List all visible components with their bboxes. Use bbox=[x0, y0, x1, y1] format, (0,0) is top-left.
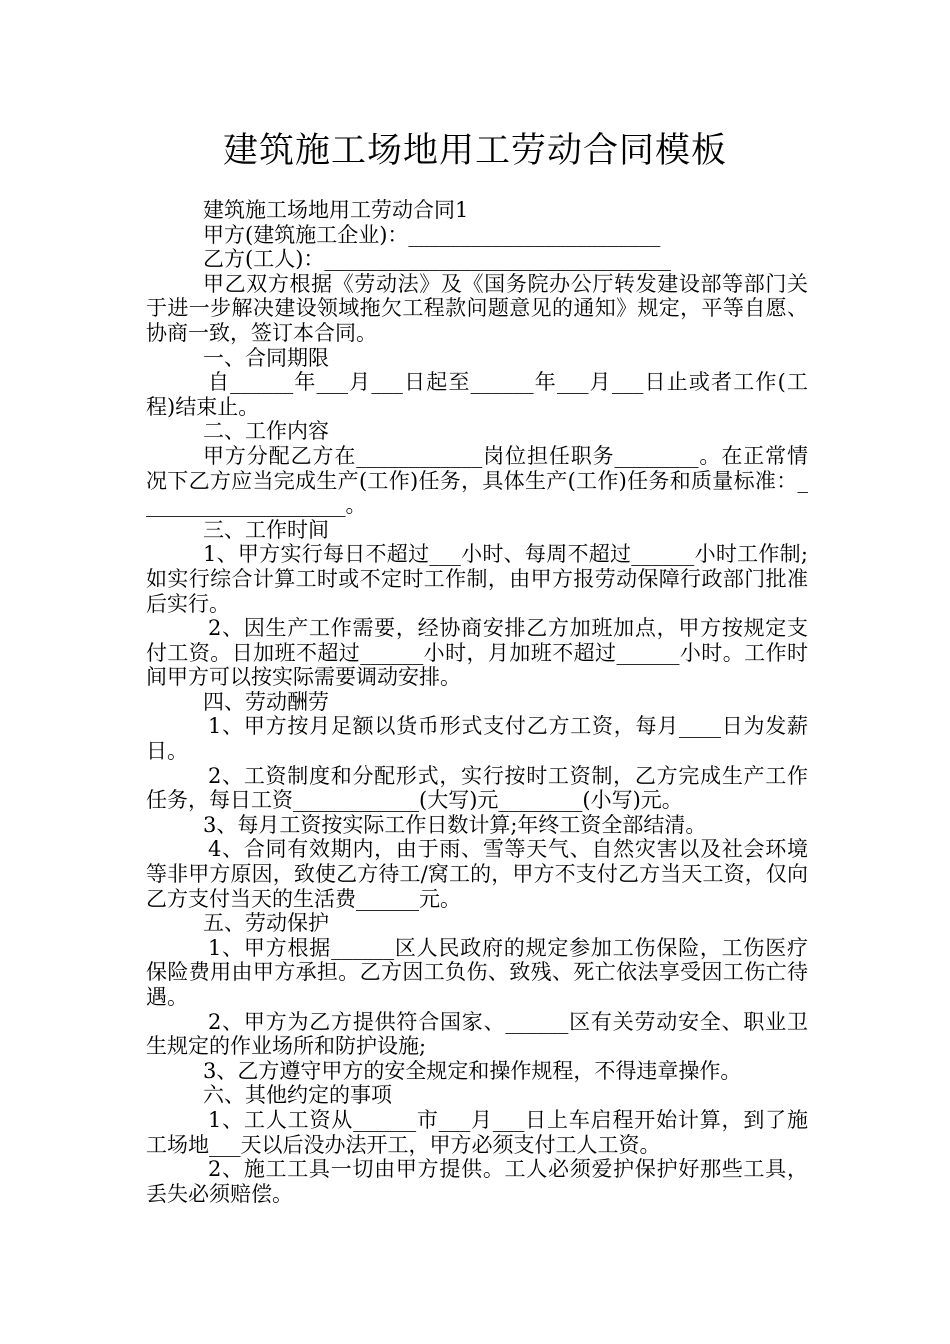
paragraph: 乙方(工人)：_________________________________ bbox=[203, 247, 671, 272]
paragraph: 1、工人工资从______市___月___日上车启程开始计算，到了施工场地___天以后没办法开工，甲方必须支付工人工资。 bbox=[146, 1107, 808, 1157]
paragraph: 3、每月工资按实际工作日数计算;年终工资全部结清。 bbox=[203, 812, 707, 837]
document-body bbox=[146, 198, 808, 1206]
document-title: 建筑施工场地用工劳动合同模板 bbox=[222, 131, 727, 171]
paragraph: 1、甲方实行每日不超过___小时、每周不超过______小时工作制;如实行综合计算工时或不定时工作制，由甲方报劳动保障行政部门批准后实行。 bbox=[146, 542, 808, 616]
paragraph: 一、合同期限 bbox=[203, 345, 329, 370]
paragraph: 2、施工工具一切由甲方提供。工人必须爱护保护好那些工具，丢失必须赔偿。 bbox=[146, 1157, 808, 1206]
paragraph: 五、劳动保护 bbox=[203, 911, 329, 936]
paragraph: 1、甲方按月足额以货币形式支付乙方工资，每月____日为发薪日。 bbox=[146, 714, 808, 764]
paragraph: 2、甲方为乙方提供符合国家、______区有关劳动安全、职业卫生规定的作业场所和防护设施; bbox=[146, 1009, 808, 1059]
paragraph: 甲方(建筑施工企业)：________________________ bbox=[203, 222, 661, 247]
paragraph: 1、甲方根据______区人民政府的规定参加工伤保险，工伤医疗保险费用由甲方承担。乙方因工负伤、致残、死亡依法享受因工伤亡待遇。 bbox=[146, 935, 808, 1009]
paragraph: 二、工作内容 bbox=[203, 419, 329, 444]
paragraph: 2、因生产工作需要，经协商安排乙方加班加点，甲方按规定支付工资。日加班不超过______小时，月加班不超过______小时。工作时间甲方可以按实际需要调动安排。 bbox=[146, 616, 808, 690]
paragraph: 甲方分配乙方在____________岗位担任职务________。在正常情况下乙方应当完成生产(工作)任务，具体生产(工作)任务和质量标准：____________________。 bbox=[146, 443, 808, 518]
paragraph: 六、其他约定的事项 bbox=[203, 1083, 392, 1108]
paragraph: 自______年___月___日起至______年___月___日止或者工作(工程)结束止。 bbox=[146, 370, 808, 419]
paragraph: 四、劳动酬劳 bbox=[203, 689, 329, 714]
paragraph: 2、工资制度和分配形式，实行按时工资制，乙方完成生产工作任务，每日工资____________(大写)元________(小写)元。 bbox=[146, 763, 808, 813]
paragraph: 4、合同有效期内，由于雨、雪等天气、自然灾害以及社会环境等非甲方原因，致使乙方待工/窝工的，甲方不支付乙方当天工资，仅向乙方支付当天的生活费______元。 bbox=[146, 837, 808, 911]
paragraph: 3、乙方遵守甲方的安全规定和操作规程，不得违章操作。 bbox=[203, 1058, 742, 1083]
paragraph: 三、工作时间 bbox=[203, 517, 329, 542]
paragraph: 建筑施工场地用工劳动合同1 bbox=[203, 198, 469, 222]
paragraph: 甲乙双方根据《劳动法》及《国务院办公厅转发建设部等部门关于进一步解决建设领域拖欠工程款问题意见的通知》规定，平等自愿、协商一致，签订本合同。 bbox=[146, 271, 808, 345]
